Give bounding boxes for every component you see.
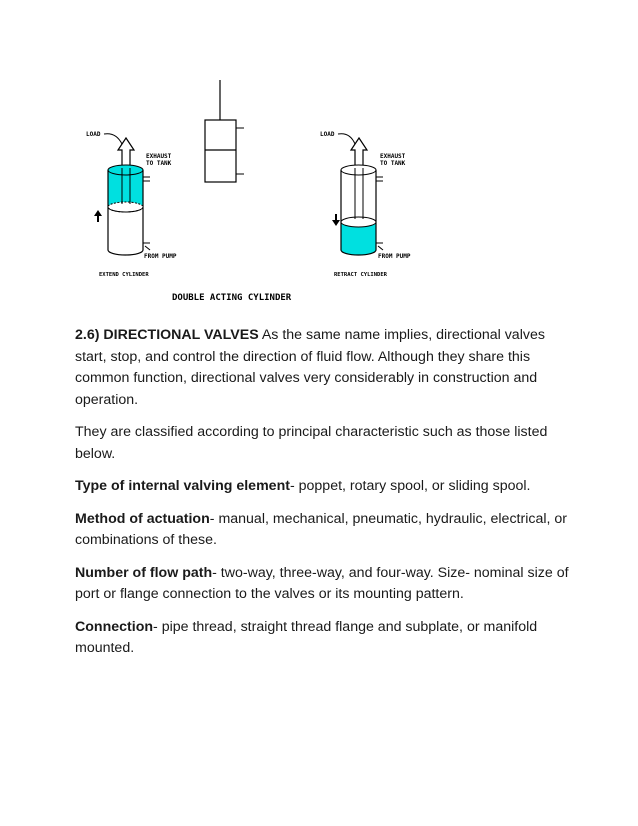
extend-pump-label: FROM PUMP: [144, 253, 177, 260]
extend-load-label: LOAD: [86, 131, 101, 138]
retract-exhaust-label-2: TO TANK: [380, 160, 406, 167]
valve-symbol: [205, 80, 244, 182]
retract-load-label: LOAD: [320, 131, 335, 138]
double-acting-cylinder-figure: [0, 0, 638, 320]
paragraph-connection: Connection- pipe thread, straight thread flange and subplate, or manifold mounted.: [75, 618, 538, 656]
document-body: [75, 325, 575, 671]
retract-exhaust-label-1: EXHAUST: [380, 153, 406, 160]
heading-flow-path: Number of flow path: [75, 564, 213, 581]
paragraph-directional-valves: 2.6) DIRECTIONAL VALVES As the same name implies, directional valves start, stop, and control the direction of fluid flow. Although they share this common function, directional valves very considerably in construction and operation.: [75, 327, 545, 408]
paragraph-flow-path: Number of flow path- two-way, three-way, and four-way. Size- nominal size of port or flange connection to the valves or its mounting pattern.: [75, 564, 569, 602]
paragraph-actuation: Method of actuation- manual, mechanical, pneumatic, hydraulic, electrical, or combinations of these.: [75, 510, 567, 548]
retract-title-label: RETRACT CYLINDER: [334, 272, 387, 278]
retract-cylinder-diagram: [320, 131, 411, 278]
extend-exhaust-label-1: EXHAUST: [146, 153, 172, 160]
extend-exhaust-label-2: TO TANK: [146, 160, 172, 167]
extend-cylinder-diagram: [86, 131, 177, 278]
heading-valving-element: Type of internal valving element: [75, 478, 290, 494]
paragraph-classification: They are classified according to principal characteristic such as those listed below.: [75, 424, 548, 462]
retract-pump-label: FROM PUMP: [378, 253, 411, 260]
heading-actuation: Method of actuation: [75, 510, 210, 527]
heading-connection: Connection: [75, 618, 154, 635]
heading-directional-valves: 2.6) DIRECTIONAL VALVES: [75, 327, 259, 343]
extend-title-label: EXTEND CYLINDER: [99, 272, 149, 278]
paragraph-valving-element: Type of internal valving element- poppet, rotary spool, or sliding spool.: [75, 478, 531, 494]
figure-caption: DOUBLE ACTING CYLINDER: [172, 293, 292, 303]
